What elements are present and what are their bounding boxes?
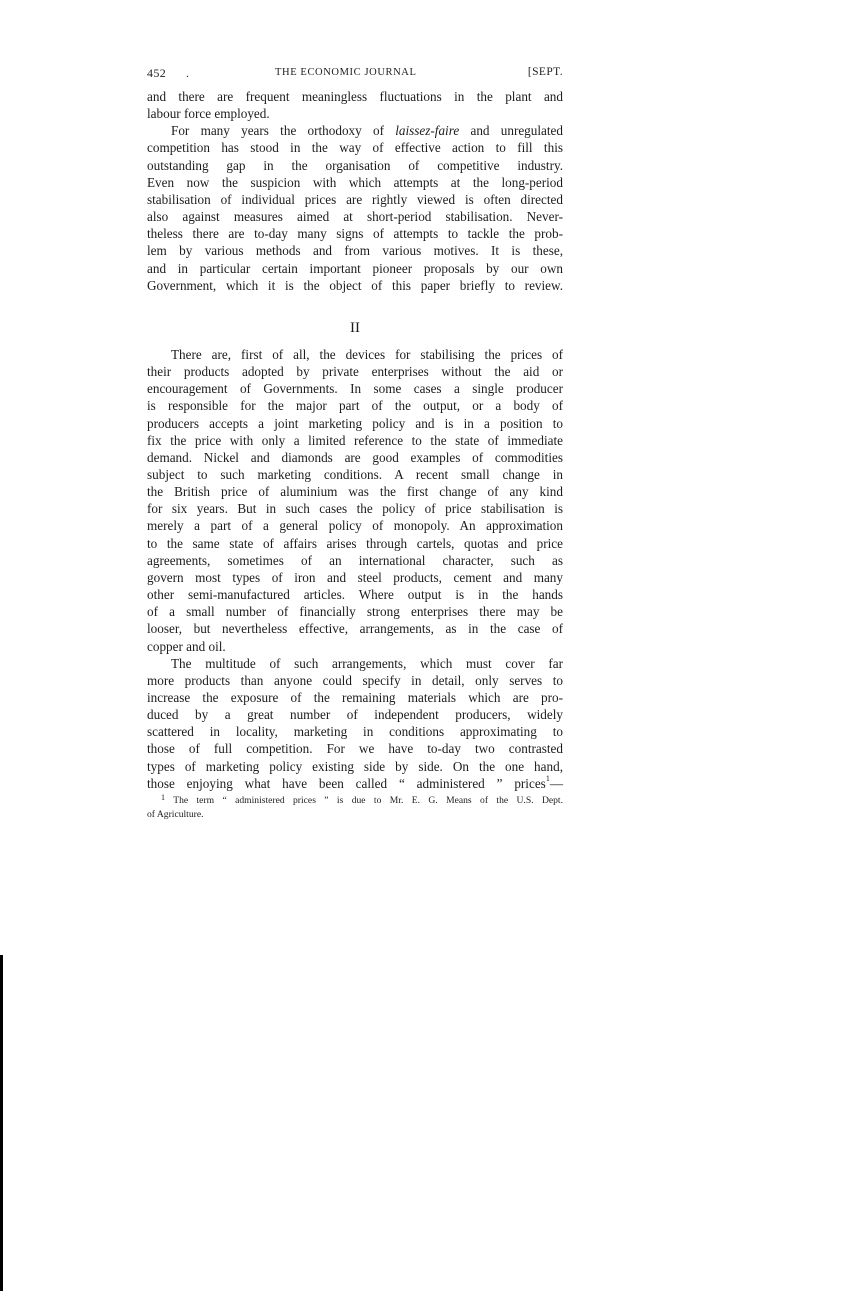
text-line: Government, which it is the object of this paper briefly to review. (147, 277, 563, 293)
paragraph-4 (147, 655, 563, 792)
text-line: and in particular certain important pioneer proposals by our own (147, 260, 563, 276)
text-line: encouragement of Governments. In some cases a single producer (147, 381, 563, 397)
text-line: The multitude of such arrangements, which must cover far (171, 655, 563, 671)
footnote-line: $^1$ The term “ administered prices ” is due to Mr. E. G. Means of the U.S. Dept. (161, 792, 563, 806)
section-heading: II (350, 319, 360, 336)
italic-term: laissez-faire (395, 123, 460, 139)
running-header (147, 64, 563, 84)
paragraph-2 (147, 122, 563, 294)
body-text (147, 84, 563, 822)
text-line: agreements, sometimes of an international character, such as (147, 552, 563, 568)
footnote-marker: 1 (161, 792, 165, 802)
header-dot: . (186, 66, 190, 80)
text-line: For many years the orthodoxy of laissez-faire and unregulated (171, 123, 563, 139)
text-line: the British price of aluminium was the first change of any kind (147, 484, 563, 500)
text-line: competition has stood in the way of effective action to fill this (147, 140, 563, 156)
text-line: fix the price with only a limited reference to the state of immediate (147, 432, 563, 448)
text-line: copper and oil. (147, 638, 226, 654)
journal-title: THE ECONOMIC JOURNAL (275, 67, 417, 78)
text-line: duced by a great number of independent producers, widely (147, 707, 563, 723)
page-number: 452 (147, 66, 167, 80)
text-line: types of marketing policy existing side by side. On the one hand, (147, 758, 563, 774)
text-line: producers accepts a joint marketing policy and is in a position to (147, 415, 563, 431)
text-line: scattered in locality, marketing in conditions approximating to (147, 724, 563, 740)
text-line: those of full competition. For we have to-day two contrasted (147, 741, 563, 757)
text-line: stabilisation of individual prices are rightly viewed is often directed (147, 191, 563, 207)
paragraph-3 (147, 346, 563, 655)
text-line: increase the exposure of the remaining materials which are pro- (147, 690, 563, 705)
text-line: more products than anyone could specify in detail, only serves to (147, 672, 563, 688)
document-page (147, 64, 563, 822)
text-line: govern most types of iron and steel products, cement and many (147, 569, 563, 585)
text-line: of a small number of financially strong enterprises there may be (147, 604, 563, 620)
text-line: theless there are to-day many signs of attempts to tackle the prob- (147, 226, 563, 242)
text-line: There are, first of all, the devices for stabilising the prices of (171, 346, 563, 362)
text-line: looser, but nevertheless effective, arrangements, as in the case of (147, 621, 563, 637)
text-line: also against measures aimed at short-period stabilisation. Never- (147, 209, 563, 225)
scan-edge-bar (0, 955, 3, 1291)
footnote-line: of Agriculture. (147, 808, 204, 820)
text-line: those enjoying what have been called “ administered ” prices$^1$— (147, 773, 563, 791)
text-line: subject to such marketing conditions. A recent small change in (147, 466, 563, 482)
footnote (147, 794, 563, 822)
text-line: other semi-manufactured articles. Where output is in the hands (147, 587, 563, 603)
text-line: outstanding gap in the organisation of competitive industry. (147, 157, 563, 173)
text-line: to the same state of affairs arises through cartels, quotas and price (147, 535, 563, 551)
text-line: merely a part of a general policy of monopoly. An approximation (147, 518, 563, 534)
date-mark: [SEPT. (527, 66, 563, 78)
text-line: for six years. But in such cases the policy of price stabilisation is (147, 501, 563, 517)
text-line: labour force employed. (147, 106, 270, 122)
text-line: is responsible for the major part of the output, or a body of (147, 398, 563, 414)
text-line: and there are frequent meaningless fluctuations in the plant and (147, 89, 563, 104)
paragraph-1 (147, 88, 563, 122)
text-line: their products adopted by private enterprises without the aid or (147, 364, 563, 380)
text-line: Even now the suspicion with which attempts at the long-period (147, 174, 563, 190)
text-line: lem by various methods and from various motives. It is these, (147, 243, 563, 259)
text-line: demand. Nickel and diamonds are good examples of commodities (147, 449, 563, 465)
footnote-ref: 1 (545, 773, 550, 783)
